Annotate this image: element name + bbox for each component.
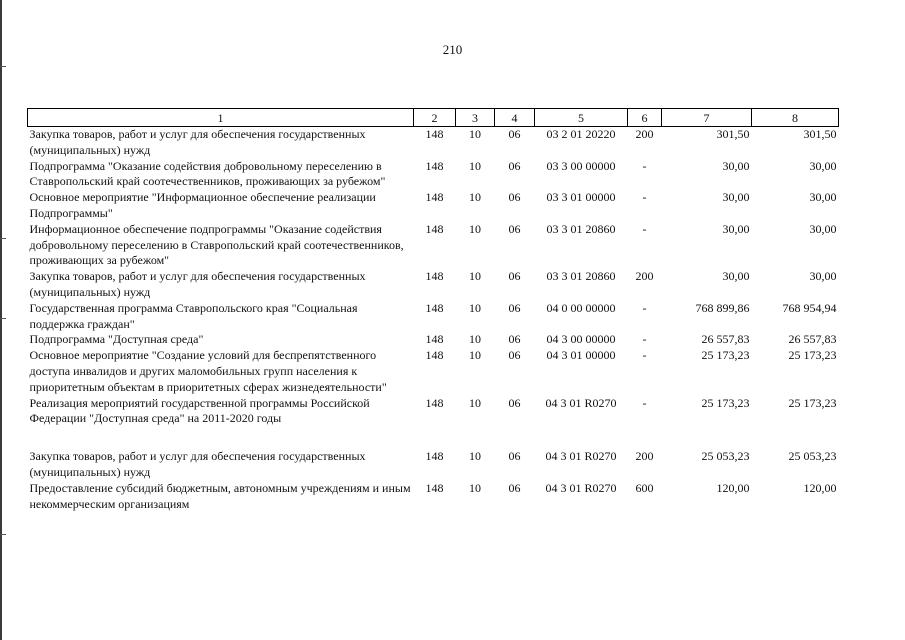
row-section: 10 (469, 348, 481, 363)
table-row (28, 396, 839, 428)
header-cell: 3 (456, 109, 495, 127)
row-amount-1: 26 557,83 (701, 332, 750, 347)
row-subsection: 06 (508, 480, 521, 495)
row-code: 148 (425, 190, 444, 205)
row-subsection: 06 (508, 221, 521, 236)
row-expense-type: - (642, 190, 647, 205)
row-amount-1: 30,00 (722, 158, 750, 173)
budget-table (27, 108, 839, 512)
row-code: 148 (425, 221, 444, 236)
table-row (28, 222, 839, 269)
row-name: Подпрограмма "Доступная среда" (29, 332, 204, 347)
row-code: 148 (425, 395, 444, 410)
table-row (28, 127, 839, 159)
header-cell: 6 (628, 109, 662, 127)
row-code: 148 (425, 269, 444, 284)
row-target-article: 04 3 01 00000 (546, 348, 616, 363)
row-amount-2: 25 173,23 (788, 348, 837, 363)
row-code: 148 (425, 300, 444, 315)
row-section: 10 (469, 395, 481, 410)
row-target-article: 03 3 01 00000 (546, 190, 616, 205)
row-name: Закупка товаров, работ и услуг для обеспечения государственных (муниципальных) нужд (29, 449, 366, 479)
row-expense-type: 200 (635, 449, 654, 464)
row-subsection: 06 (508, 348, 521, 363)
row-target-article: 03 3 01 20860 (546, 221, 616, 236)
row-amount-2: 30,00 (809, 190, 837, 205)
row-expense-type: - (642, 332, 647, 347)
row-expense-type: 200 (635, 127, 654, 141)
scan-edge-mark (0, 318, 6, 319)
row-name: Закупка товаров, работ и услуг для обеспечения государственных (муниципальных) нужд (29, 269, 366, 299)
row-section: 10 (469, 190, 481, 205)
row-code: 148 (425, 158, 444, 173)
row-amount-1: 30,00 (722, 221, 750, 236)
row-amount-1: 768 899,86 (695, 300, 750, 315)
row-amount-1: 25 173,23 (701, 395, 750, 410)
row-name: Информационное обеспечение подпрограммы "Оказание содействия добровольному переселению в Ставропольский край соотечественников, проживающих за рубежом" (29, 221, 404, 268)
row-amount-2: 768 954,94 (782, 300, 837, 315)
scan-edge-mark (0, 66, 6, 67)
row-subsection: 06 (508, 190, 521, 205)
scan-left-edge (0, 0, 2, 640)
table-row (28, 481, 839, 513)
row-subsection: 06 (508, 449, 521, 464)
row-amount-2: 30,00 (809, 158, 837, 173)
row-amount-2: 30,00 (809, 221, 837, 236)
row-code: 148 (425, 480, 444, 495)
row-code: 148 (425, 348, 444, 363)
row-code: 148 (425, 332, 444, 347)
row-subsection: 06 (508, 395, 521, 410)
row-section: 10 (469, 158, 481, 173)
row-subsection: 06 (508, 158, 521, 173)
row-name: Предоставление субсидий бюджетным, автономным учреждениям и иным некоммерческим организациям (29, 480, 411, 511)
table-row (28, 427, 839, 481)
row-target-article: 03 3 00 00000 (546, 158, 616, 173)
row-amount-2: 26 557,83 (788, 332, 837, 347)
row-subsection: 06 (508, 127, 521, 141)
row-name: Основное мероприятие "Создание условий для беспрепятственного доступа инвалидов и других маломобильных групп населения к приоритетным объектам в приоритетных сферах жизнедеятельности" (29, 348, 387, 394)
row-code: 148 (425, 127, 444, 141)
row-target-article: 04 3 01 R0270 (545, 480, 617, 495)
row-target-article: 03 3 01 20860 (546, 269, 616, 284)
table-row (28, 301, 839, 333)
row-subsection: 06 (508, 269, 521, 284)
row-section: 10 (469, 449, 481, 464)
row-section: 10 (469, 332, 481, 347)
table-row (28, 332, 839, 348)
row-section: 10 (469, 221, 481, 236)
row-target-article: 04 3 01 R0270 (545, 395, 617, 410)
header-cell: 7 (662, 109, 752, 127)
header-cell: 4 (495, 109, 535, 127)
row-section: 10 (469, 127, 481, 141)
row-amount-1: 301,50 (716, 127, 750, 141)
header-cell: 5 (535, 109, 628, 127)
row-section: 10 (469, 480, 481, 495)
header-cell: 8 (752, 109, 839, 127)
row-amount-1: 25 173,23 (701, 348, 750, 363)
row-section: 10 (469, 269, 481, 284)
row-target-article: 03 2 01 20220 (546, 127, 616, 141)
table-row (28, 159, 839, 191)
row-expense-type: - (642, 221, 647, 236)
row-subsection: 06 (508, 332, 521, 347)
row-target-article: 04 3 01 R0270 (545, 449, 617, 464)
table-row (28, 348, 839, 395)
table-row (28, 190, 839, 222)
row-amount-1: 25 053,23 (701, 449, 750, 464)
row-name: Реализация мероприятий государственной программы Российской Федерации "Доступная среда" на 2011-2020 годы (29, 395, 370, 426)
row-amount-1: 30,00 (722, 269, 750, 284)
page-number: 210 (442, 42, 463, 57)
row-subsection: 06 (508, 300, 521, 315)
row-amount-2: 25 053,23 (788, 449, 837, 464)
header-cell: 1 (28, 109, 414, 127)
row-code: 148 (425, 449, 444, 464)
header-cell: 2 (414, 109, 456, 127)
row-amount-1: 30,00 (722, 190, 750, 205)
row-expense-type: - (642, 158, 647, 173)
row-amount-1: 120,00 (716, 480, 750, 495)
row-name: Основное мероприятие "Информационное обеспечение реализации Подпрограммы" (29, 190, 376, 220)
row-expense-type: 600 (635, 480, 654, 495)
row-amount-2: 25 173,23 (788, 395, 837, 410)
row-section: 10 (469, 300, 481, 315)
row-name: Подпрограмма "Оказание содействия добровольному переселению в Ставропольский край соотечественников, проживающих за рубежом" (29, 158, 386, 189)
row-amount-2: 30,00 (809, 269, 837, 284)
row-expense-type: - (642, 395, 647, 410)
row-expense-type: 200 (635, 269, 654, 284)
row-name: Государственная программа Ставропольского края "Социальная поддержка граждан" (29, 300, 358, 331)
scan-edge-mark (0, 238, 6, 239)
row-name: Закупка товаров, работ и услуг для обеспечения государственных (муниципальных) нужд (29, 127, 366, 157)
row-target-article: 04 0 00 00000 (546, 300, 616, 315)
row-target-article: 04 3 00 00000 (546, 332, 616, 347)
row-expense-type: - (642, 348, 647, 363)
row-amount-2: 120,00 (803, 480, 837, 495)
scan-edge-mark (0, 534, 6, 535)
table-header-row (28, 109, 839, 127)
row-amount-2: 301,50 (803, 127, 837, 141)
row-expense-type: - (642, 300, 647, 315)
table-row (28, 269, 839, 301)
